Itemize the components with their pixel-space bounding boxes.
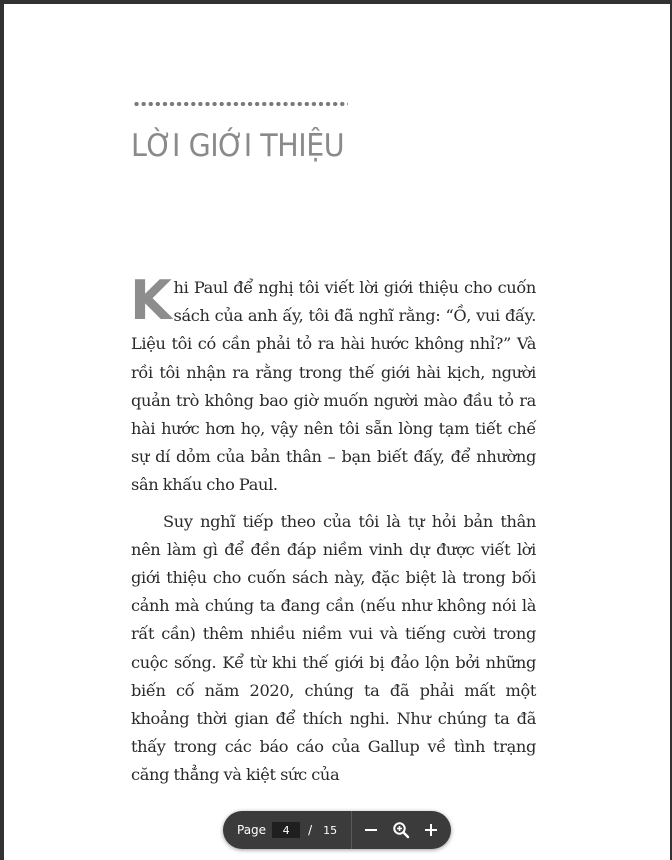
page-navigation-toolbar: [223, 811, 451, 849]
zoom-in-button[interactable]: [416, 815, 446, 845]
minus-icon: [364, 823, 378, 837]
paragraph-1-text: hi Paul để nghị tôi viết lời giới thiệu cho cuốn sách của anh ấy, tôi đã nghĩ rằng: “Ồ, vui đấy. Liệu tôi có cần phải tỏ ra hài hước không nhỉ?” Và rồi tôi nhận ra rằng trong thế giới hài kịch, người quản trò không bao giờ muốn người mào đầu tỏ ra hài hước hơn họ, vậy nên tôi sẵn lòng tạm tiết chế sự dí dỏm của bản thân – bạn biết đấy, để nhường sân khấu cho Paul.: [131, 278, 536, 495]
paragraph-2: Suy nghĩ tiếp theo của tôi là tự hỏi bản thân nên làm gì để đền đáp niềm vinh dự được viết lời giới thiệu cho cuốn sách này, đặc biệt là trong bối cảnh mà chúng ta đang cần (nếu như không nói là rất cần) thêm nhiều niềm vui và tiếng cười trong cuộc sống. Kể từ khi thế giới bị đảo lộn bởi những biến cố năm 2020, chúng ta đã phải mất một khoảng thời gian để thích nghi. Như chúng ta đã thấy trong các báo cáo của Gallup về tình trạng căng thẳng và kiệt sức của: [131, 511, 536, 785]
page-number-input[interactable]: [272, 822, 300, 838]
chapter-title: LỜI GIỚI THIỆU: [131, 128, 345, 164]
total-pages: 15: [323, 823, 338, 837]
page-label: Page: [237, 823, 267, 837]
decorative-dotted-rule: [133, 100, 348, 108]
plus-icon: [424, 823, 438, 837]
page-separator: /: [308, 823, 313, 837]
document-page: [4, 4, 670, 860]
drop-cap: K: [130, 269, 172, 332]
magnifier-icon: [392, 821, 410, 839]
zoom-reset-button[interactable]: [386, 815, 416, 845]
toolbar-divider: [351, 811, 352, 849]
paragraph-1: [130, 269, 536, 500]
zoom-out-button[interactable]: [356, 815, 386, 845]
body-text: [130, 269, 536, 790]
